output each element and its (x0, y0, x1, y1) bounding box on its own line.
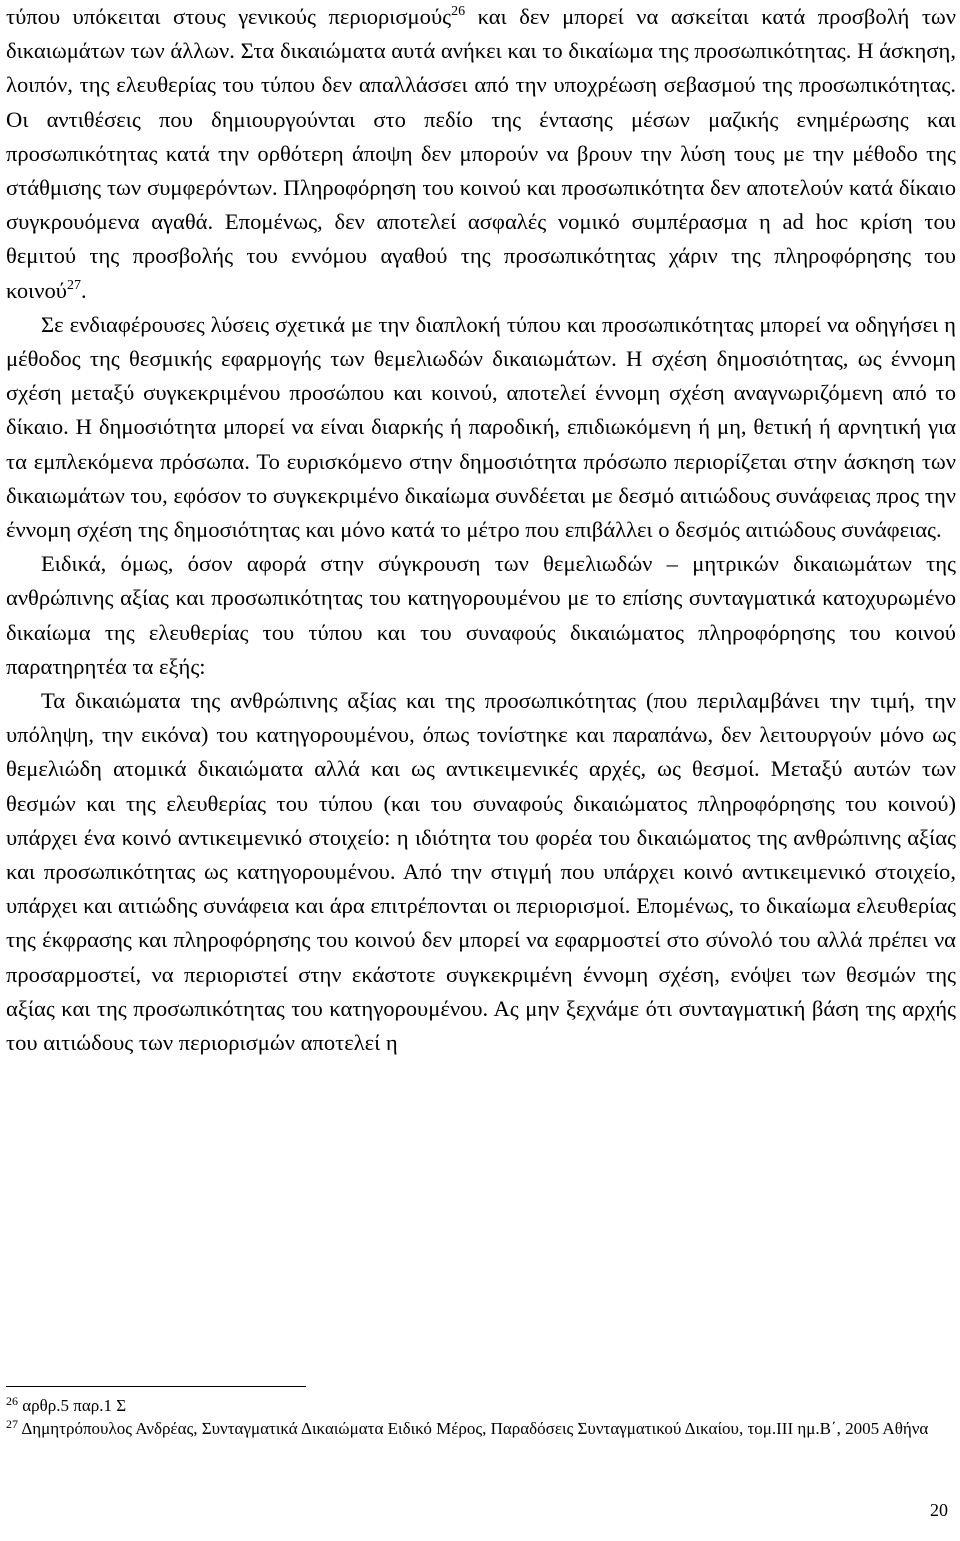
footnote-27 (6, 1418, 946, 1440)
footnote-text: αρθρ.5 παρ.1 Σ (22, 1396, 127, 1415)
paragraph-3: Ειδικά, όμως, όσον αφορά στην σύγκρουση των θεμελιωδών – μητρικών δικαιωμάτων της ανθρώπινης αξίας και προσωπικότητας του κατηγορουμένου με το επίσης συνταγματικά κατοχυρωμένο δικαίωμα της ελευθερίας του τύπου και του συναφούς δικαιώματος πληροφόρησης του κοινού παρατηρητέα τα εξής: (6, 551, 956, 679)
paragraph-1-part-b: και δεν μπορεί να ασκείται κατά προσβολή των δικαιωμάτων των άλλων. Στα δικαιώματα αυτά ανήκει και το δικαίωμα της προσωπικότητας. Η άσκηση, λοιπόν, της ελευθερίας του τύπου δεν απαλλάσσει από την υποχρέωση σεβασμού της προσωπικότητας. Οι αντιθέσεις που δημιουργούνται στο πεδίο της έντασης μέσων μαζικής ενημέρωσης και προσωπικότητας κατά την ορθότερη άποψη δεν μπορούν να βρουν την λύση τους με την μέθοδο της στάθμισης των συμφερόντων. Πληροφόρηση του κοινού και προσωπικότητα δεν αποτελούν κατά δίκαιο συγκρουόμενα αγαθά. Επομένως, δεν αποτελεί ασφαλές νομικό συμπέρασμα η ad hoc κρίση του θεμιτού της προσβολής του εννόμου αγαθού της προσωπικότητας χάριν της πληροφόρησης του κοινού (6, 4, 956, 303)
paragraph-1-part-a: τύπου υπόκειται στους γενικούς περιορισμούς (6, 4, 452, 29)
paragraph-1-part-c: . (80, 277, 87, 303)
footnote-number: 26 (6, 1394, 18, 1408)
footnotes (6, 1395, 946, 1441)
footnote-text: Δημητρόπουλος Ανδρέας, Συνταγματικά Δικαιώματα Ειδικό Μέρος, Παραδόσεις Συνταγματικού Δικαίου, τομ.ΙΙΙ ημ.Β΄, 2005 Αθήνα (21, 1419, 929, 1438)
footnote-ref-26: 26 (451, 4, 466, 19)
document-page (6, 0, 956, 1541)
footnote-26 (6, 1395, 946, 1417)
paragraph-2: Σε ενδιαφέρουσες λύσεις σχετικά με την διαπλοκή τύπου και προσωπικότητας μπορεί να οδηγήσει η μέθοδος της θεσμικής εφαρμογής των θεμελιωδών δικαιωμάτων. Η σχέση δημοσιότητας, ως έννομη σχέση μεταξύ συγκεκριμένου προσώπου και κοινού, αποτελεί έννομη σχέση αναγνωριζόμενη από το δίκαιο. Η δημοσιότητα μπορεί να είναι διαρκής ή παροδική, επιδιωκόμενη ή μη, θετική ή αρνητική για τα εμπλεκόμενα πρόσωπα. Το ευρισκόμενο στην δημοσιότητα πρόσωπο περιορίζεται στην άσκηση των δικαιωμάτων του, εφόσον το συγκεκριμένο δικαίωμα συνδέεται με δεσμό αιτιώδους συνάφειας προς την έννομη σχέση της δημοσιότητας και μόνο κατά το μέτρο που επιβάλλει ο δεσμός αιτιώδους συνάφειας. (6, 311, 956, 543)
paragraph-1 (6, 0, 956, 308)
body-text (6, 0, 956, 1060)
footnote-number: 27 (6, 1417, 18, 1431)
footnote-separator (6, 1386, 306, 1387)
footnote-ref-27: 27 (66, 277, 81, 293)
paragraph-4: Τα δικαιώματα της ανθρώπινης αξίας και της προσωπικότητας (που περιλαμβάνει την τιμή, την υπόληψη, την εικόνα) του κατηγορουμένου, όπως τονίστηκε και παραπάνω, δεν λειτουργούν μόνο ως θεμελιώδη ατομικά δικαιώματα αλλά και ως αντικειμενικές αρχές, ως θεσμοί. Μεταξύ αυτών των θεσμών και της ελευθερίας του τύπου (και του συναφούς δικαιώματος πληροφόρησης του κοινού) υπάρχει ένα κοινό αντικειμενικό στοιχείο: η ιδιότητα του φορέα του δικαιώματος της ανθρώπινης αξίας και προσωπικότητας ως κατηγορουμένου. Από την στιγμή που υπάρχει κοινό αντικειμενικό στοιχείο, υπάρχει και αιτιώδης συνάφεια και άρα επιτρέπονται οι περιορισμοί. Επομένως, το δικαίωμα ελευθερίας της έκφρασης και πληροφόρησης του κοινού δεν μπορεί να εφαρμοστεί στο σύνολό του αλλά πρέπει να προσαρμοστεί, να περιοριστεί στην εκάστοτε συγκεκριμένη έννομη σχέση, ενόψει των θεσμών της αξίας και της προσωπικότητας του κατηγορουμένου. Ας μην ξεχνάμε ότι συνταγματική βάση της αρχής του αιτιώδους των περιορισμών αποτελεί η (6, 688, 956, 1056)
page-number: 20 (930, 1500, 948, 1520)
